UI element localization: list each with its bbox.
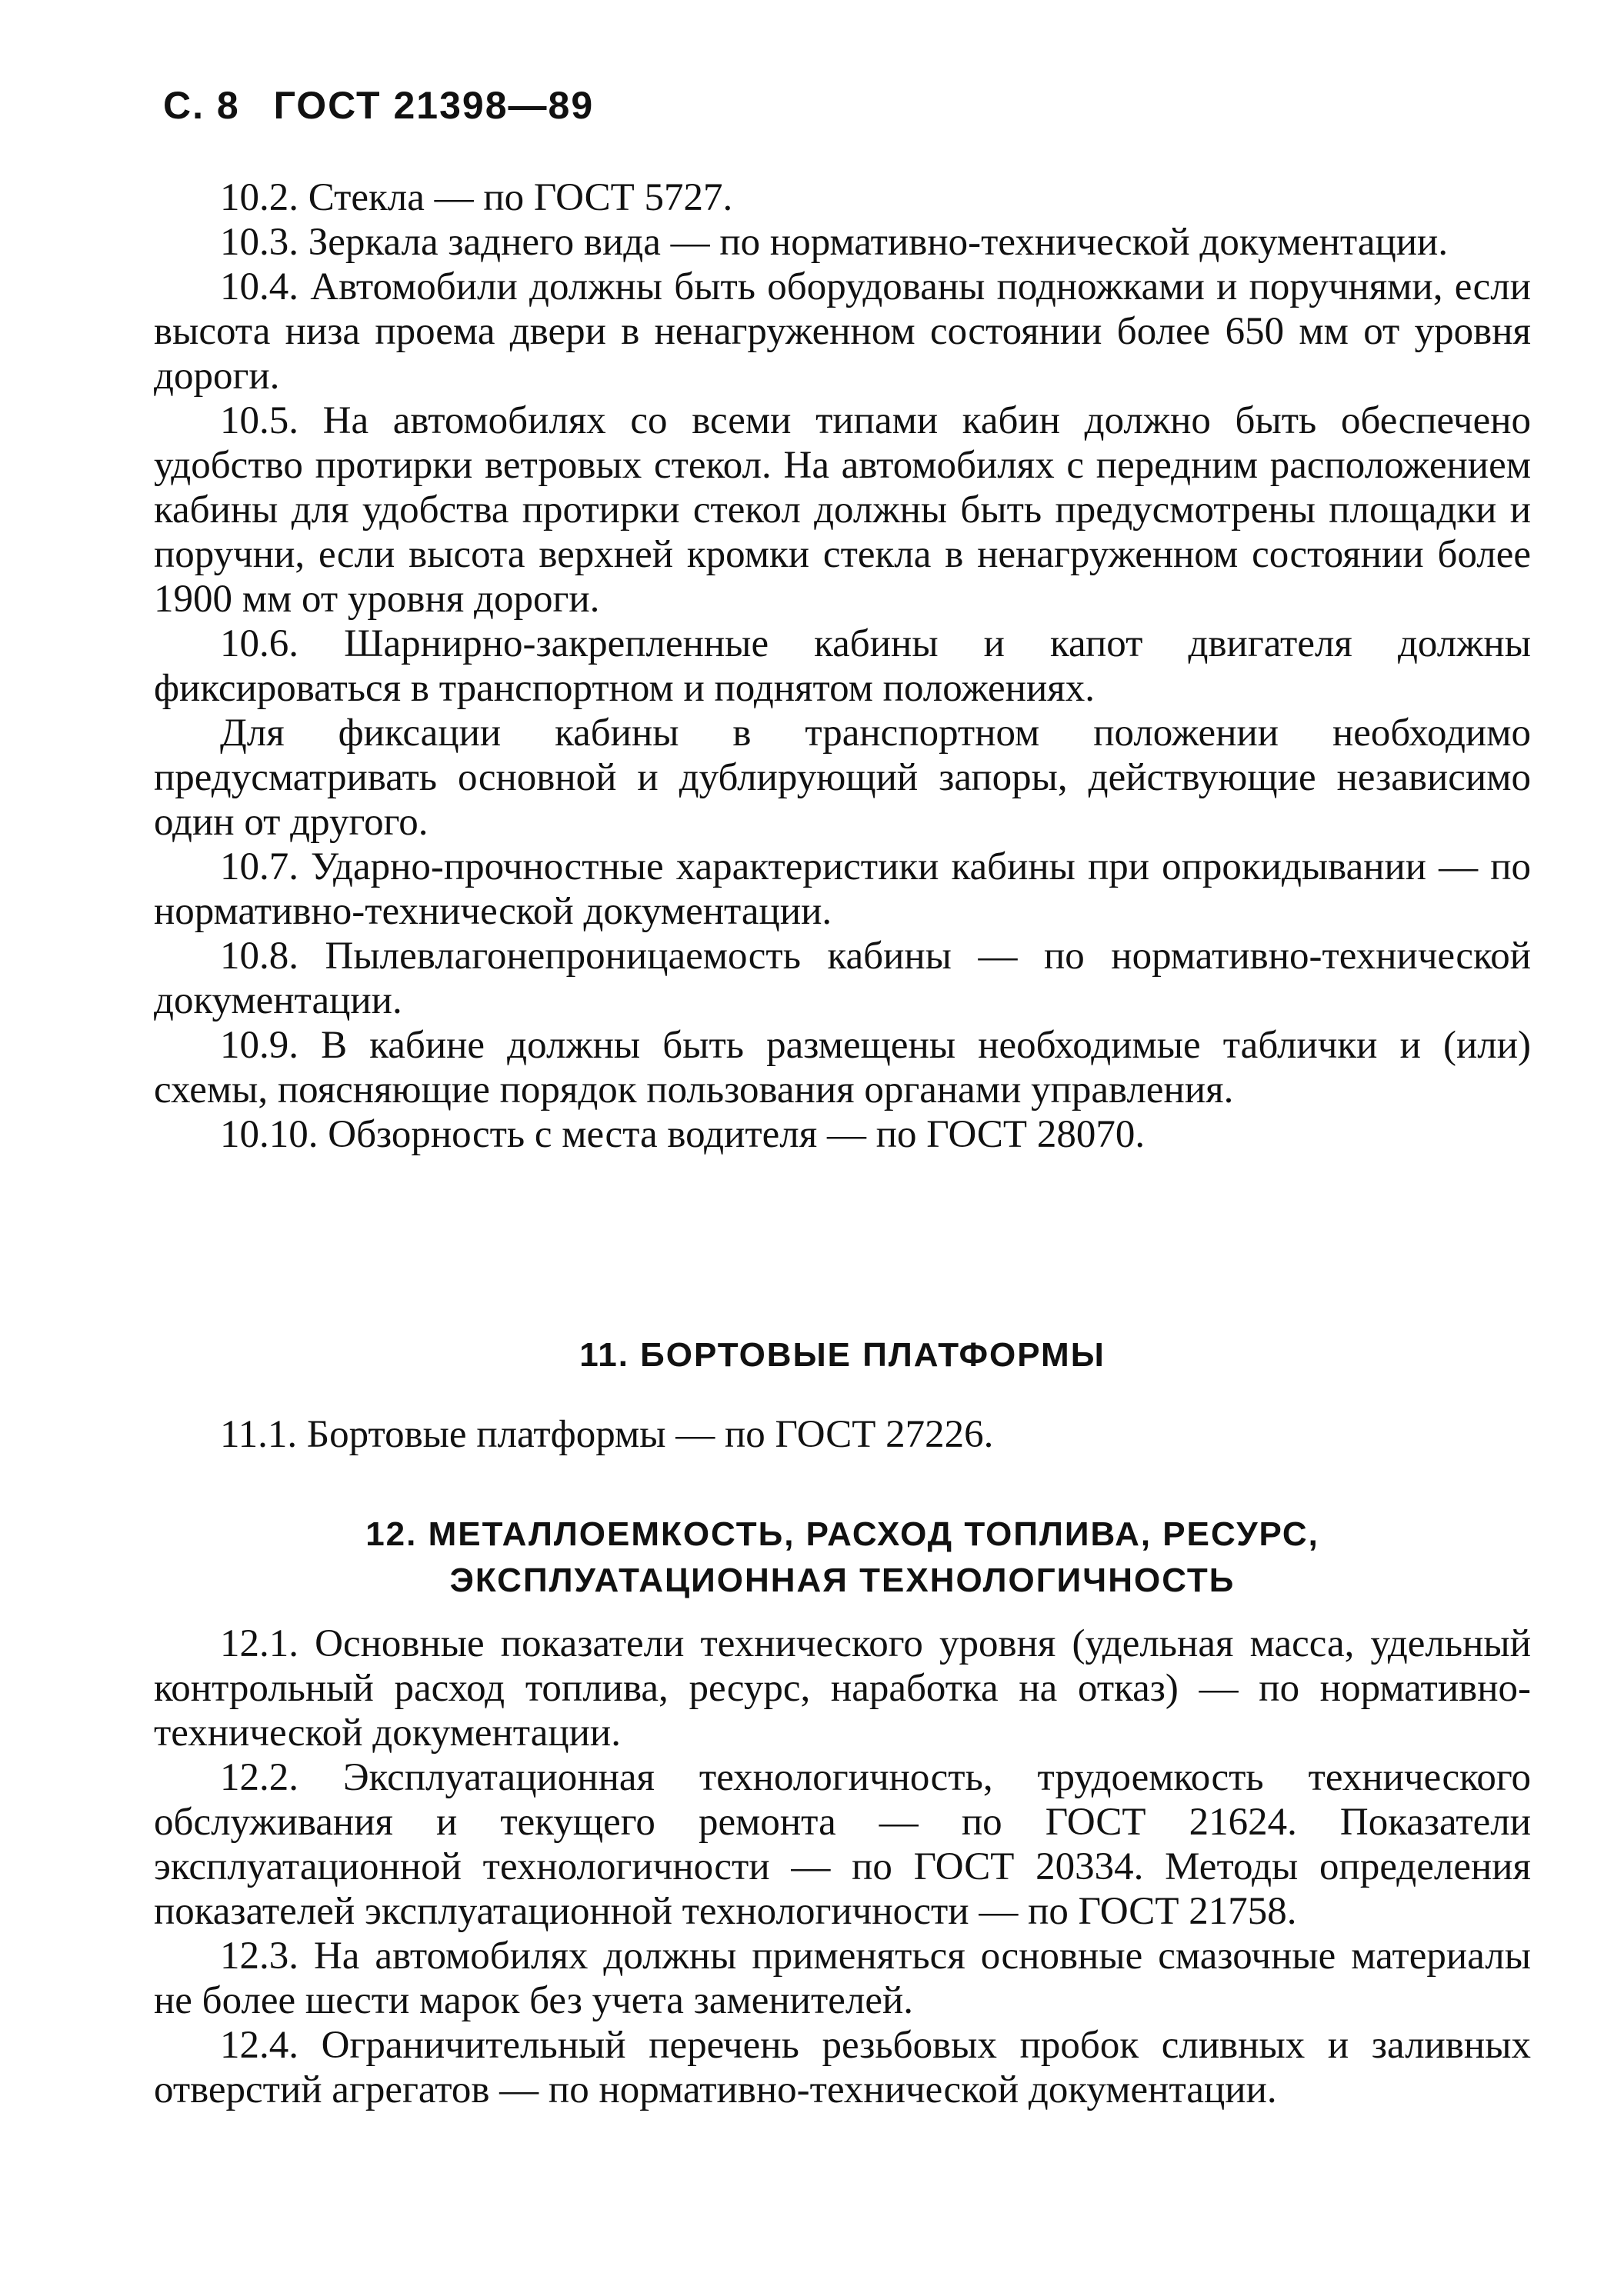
paragraph-10-9: 10.9. В кабине должны быть размещены необходимые таблички и (или) схемы, поясняющие порядок пользования органами управления. [154, 1024, 1531, 1112]
paragraph-10-6-cont: Для фиксации кабины в транспортном положении необходимо предусматривать основной и дублирующий запоры, действующие независимо один от другого. [154, 712, 1531, 844]
paragraph-10-3: 10.3. Зеркала заднего вида — по нормативно-технической документации. [220, 221, 1449, 264]
paragraph-10-6: 10.6. Шарнирно-закрепленные кабины и капот двигателя должны фиксироваться в транспортном и поднятом положениях. [154, 622, 1531, 710]
paragraph-11-1: 11.1. Бортовые платформы — по ГОСТ 27226. [220, 1413, 994, 1456]
paragraph-10-2: 10.2. Стекла — по ГОСТ 5727. [220, 176, 733, 219]
page-header [163, 83, 615, 128]
paragraph-10-7: 10.7. Ударно-прочностные характеристики кабины при опрокидывании — по нормативно-технической документации. [154, 845, 1531, 933]
section-12-heading [154, 1511, 1531, 1604]
section-12-heading-line2: ЭКСПЛУАТАЦИОННАЯ ТЕХНОЛОГИЧНОСТЬ [449, 1561, 1236, 1599]
paragraph-10-4: 10.4. Автомобили должны быть оборудованы подножками и поручнями, если высота низа проема двери в ненагруженном состоянии более 650 мм от уровня дороги. [154, 265, 1531, 398]
section-10-text [154, 175, 1531, 1157]
section-11-text [154, 1412, 1531, 1457]
paragraph-10-5: 10.5. На автомобилях со всеми типами кабин должно быть обеспечено удобство протирки ветровых стекол. На автомобилях с передним расположением кабины для удобства протирки стекол должны быть предусмотрены площадки и поручни, если высота верхней кромки стекла в ненагруженном состоянии более 1900 мм от уровня дороги. [154, 399, 1531, 621]
paragraph-12-3: 12.3. На автомобилях должны применяться основные смазочные материалы не более шести марок без учета заменителей. [154, 1935, 1531, 2022]
paragraph-10-10: 10.10. Обзорность с места водителя — по ГОСТ 28070. [220, 1113, 1145, 1156]
paragraph-10-8: 10.8. Пылевлагонепроницаемость кабины — по нормативно-технической документации. [154, 935, 1531, 1022]
section-12-heading-line1: 12. МЕТАЛЛОЕМКОСТЬ, РАСХОД ТОПЛИВА, РЕСУРС, [365, 1515, 1319, 1553]
paragraph-12-4: 12.4. Ограничительный перечень резьбовых пробок сливных и заливных отверстий агрегатов — по нормативно-технической документации. [154, 2024, 1531, 2111]
section-11-heading: 11. БОРТОВЫЕ ПЛАТФОРМЫ [579, 1336, 1105, 1374]
paragraph-12-2: 12.2. Эксплуатационная технологичность, трудоемкость технического обслуживания и текущего ремонта — по ГОСТ 21624. Показатели эксплуатационной технологичности — по ГОСТ 20334. Методы определения показателей эксплуатационной технологичности — по ГОСТ 21758. [154, 1756, 1531, 1933]
page-number: С. 8 [163, 84, 240, 127]
standard-number: ГОСТ 21398—89 [273, 84, 595, 127]
paragraph-12-1: 12.1. Основные показатели технического уровня (удельная масса, удельный контрольный расход топлива, ресурс, наработка на отказ) — по нормативно-технической документации. [154, 1622, 1531, 1755]
section-12-text [154, 1621, 1531, 2112]
